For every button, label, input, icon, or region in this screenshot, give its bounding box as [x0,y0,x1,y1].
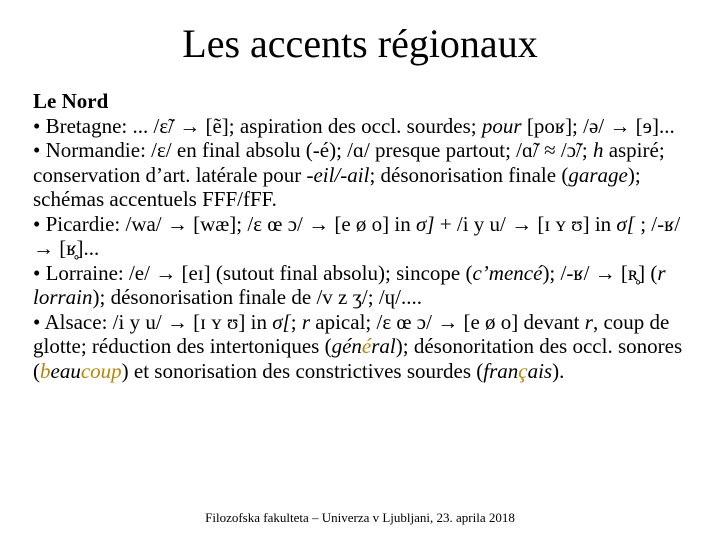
text-run: apical; /ɛ œ ɔ/ → [e ø o] devant [310,309,585,334]
text-run: ); désonoritation des occl. sonores ( [33,334,683,383]
syllable-notation: σ[ [272,309,291,334]
text-run: ). [552,358,565,383]
example-word: garage [568,162,628,187]
text-run: ); désonorisation finale de /v z ʒ/; /ɥ/.... [92,285,423,309]
example-word: h [592,138,604,162]
text-run: • Alsace: /i y u/ → [ɪ ʏ ʊ] in [33,309,273,334]
slide-body [33,89,693,383]
example-word-general [332,334,396,358]
example-word: pour [481,113,522,138]
text-run: ); schémas accentuels FFF/fFF. [33,162,641,211]
example-word-beaucoup [40,359,122,383]
text-run: , coup de glotte; réduction des intertoniques ( [33,309,670,358]
example-word: -eil/-ail [306,162,370,187]
word-part: ais [527,358,553,383]
text-run: ; /-ʁ/ → [ʁ̥]... [33,211,681,260]
bullet-alsace [33,310,693,384]
example-word: r [584,309,593,334]
bullet-picardie [33,212,693,261]
text-run: • Bretagne: ... /ɛ̃/ → [ẽ]; aspiration des occl. sourdes; [33,113,482,138]
text-run: • Picardie: /wa/ → [wæ]; /ɛ œ ɔ/ → [e ø o] in [33,211,417,236]
highlighted-letter: ç [518,358,528,383]
word-part: gén [331,334,362,358]
text-run: ; [290,309,302,334]
example-word: r lorrain [33,260,666,309]
text-run: • Normandie: /ɛ/ en final absolu (-é); /ɑ/ presque partout; /ɑ̃/ ≈ /ɔ̃/; [33,138,593,162]
text-run: ; désonorisation finale ( [369,162,569,187]
text-run: • Lorraine: /e/ → [eɪ] (sutout final absolu); sincope ( [33,260,473,285]
syllable-notation: σ[ [616,211,635,236]
highlighted-letter: coup [80,358,122,383]
highlighted-letter: b [40,358,51,383]
example-word: c’mencé [472,260,543,285]
text-run: + /i y u/ → [ɪ ʏ ʊ] in [434,211,617,236]
word-part: fran [483,358,519,383]
highlighted-letter: é [361,334,372,358]
bullet-bretagne [33,114,693,139]
text-run: ); /-ʁ/ → [ʀ̥] ( [542,260,658,285]
slide-footer: Filozofska fakulteta – Univerza v Ljubljani, 23. aprila 2018 [205,510,515,525]
example-word-francais [483,359,552,383]
word-part: eau [50,358,81,383]
bullet-lorraine [33,261,693,310]
syllable-notation: σ] [416,211,435,236]
example-word: r [301,309,311,334]
word-part: ral [371,334,396,358]
bullet-normandie [33,138,693,212]
text-run: ) et sonorisation des constrictives sourdes ( [121,358,484,383]
slide-title: Les accents régionaux [182,21,538,66]
section-heading: Le Nord [33,89,109,113]
text-run: [poʁ]; /ə/ → [ɘ]... [521,113,675,138]
text-run: aspiré; conservation d’art. latérale pour [33,138,665,187]
